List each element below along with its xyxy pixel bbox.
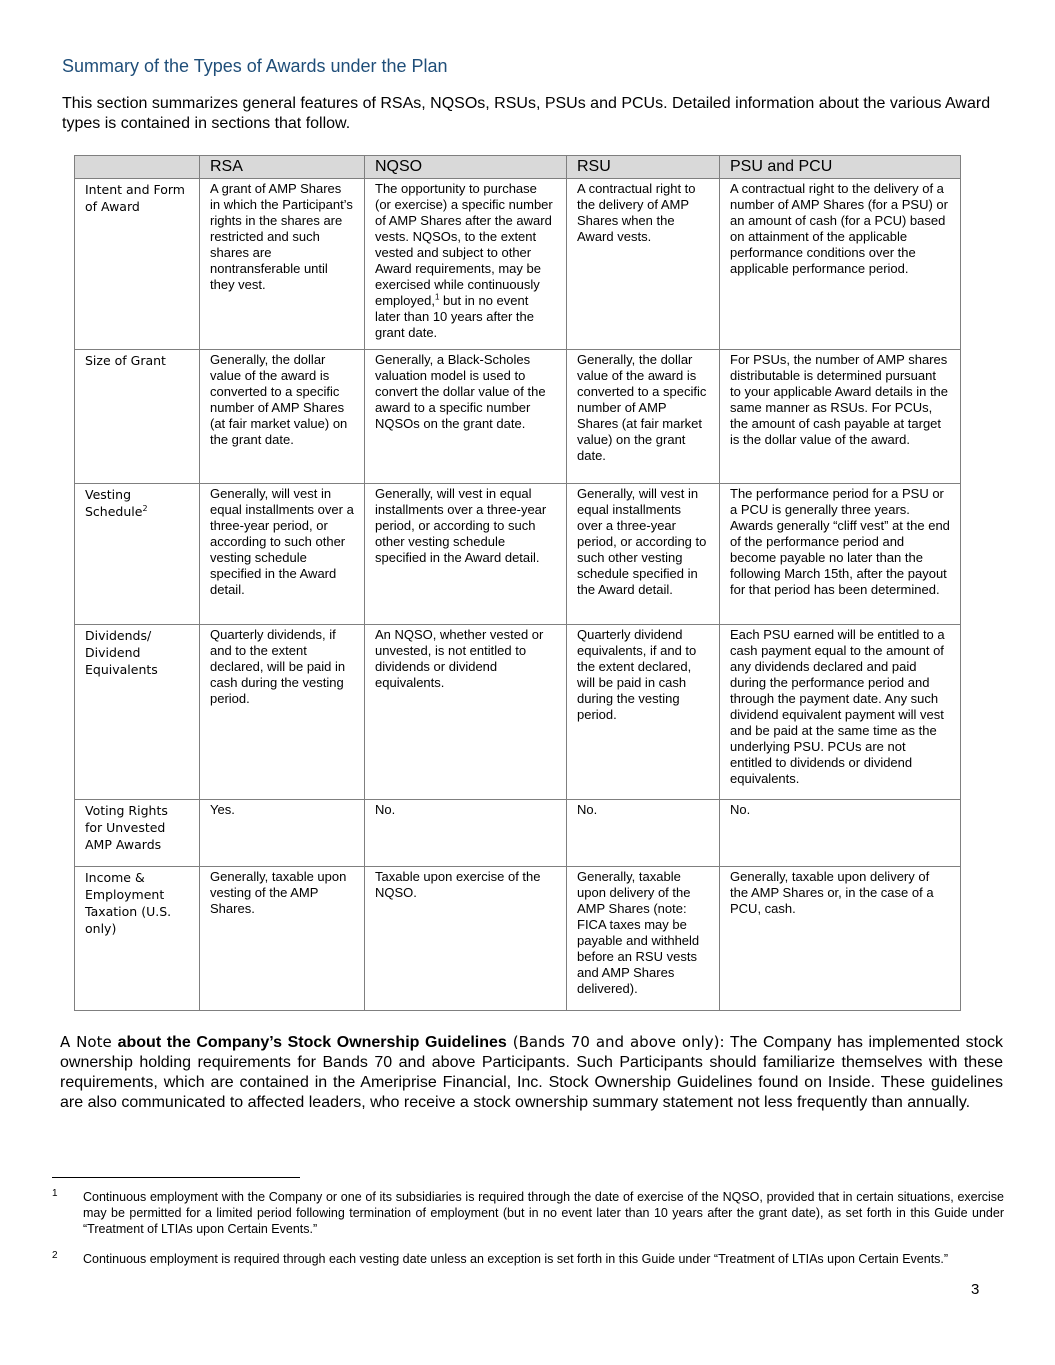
table-row: [75, 800, 961, 867]
footnote-2: [52, 1251, 1004, 1267]
footnote-ref: 2: [142, 503, 148, 513]
table-row: [75, 350, 961, 484]
cell-nqso-tail: but in no event later than 10 years after the grant date.: [375, 293, 534, 340]
row-label-text: Vesting Schedule: [85, 487, 143, 519]
page-number: 3: [971, 1281, 980, 1298]
footnote-text: Continuous employment with the Company or one of its subsidiaries is required through the date of exercise of the NQSO, provided that in certain situations, exercise may be permitted for a limited period following termination of employment (but in no event later than 10 years after the grant date), as set forth in this Guide under “Treatment of LTIAs upon Certain Events.”: [83, 1190, 1004, 1236]
cell-rsa: A grant of AMP Shares in which the Participant’s rights in the shares are restricted and such shares are nontransferable until they vest.: [200, 179, 365, 350]
cell-psu-pcu: The performance period for a PSU or a PCU is generally three years. Awards generally “cliff vest” at the end of the performance period and become payable no later than the following March 15th, after the payout for that period has been determined.: [720, 484, 961, 625]
cell-rsa: Generally, will vest in equal installments over a three-year period, or according to such other vesting schedule specified in the Award detail.: [200, 484, 365, 625]
header-rsu: RSU: [567, 156, 720, 179]
row-label: Dividends/ Dividend Equivalents: [75, 625, 200, 800]
cell-rsu: A contractual right to the delivery of AMP Shares when the Award vests.: [567, 179, 720, 350]
note-paren: (Bands 70 and above only):: [506, 1033, 725, 1051]
cell-rsu: Generally, taxable upon delivery of the AMP Shares (note: FICA taxes may be payable and withheld before an RSU vests and AMP Shares delivered).: [567, 867, 720, 1011]
cell-rsu: Generally, will vest in equal installments over a three-year period, or according to such other vesting schedule specified in the Award detail.: [567, 484, 720, 625]
cell-psu-pcu: Each PSU earned will be entitled to a cash payment equal to the amount of any dividends declared and paid during the performance period and through the payment date. Any such dividend equivalent payment will vest and be paid at the same time as the underlying PSU. PCUs are not entitled to dividends or dividend equivalents.: [720, 625, 961, 800]
footnote-1: [52, 1189, 1004, 1237]
footnote-ref: 1: [434, 292, 440, 302]
row-label: Size of Grant: [75, 350, 200, 484]
cell-nqso: No.: [365, 800, 567, 867]
row-label: Voting Rights for Unvested AMP Awards: [75, 800, 200, 867]
table-header-row: [75, 156, 961, 179]
cell-rsa: Quarterly dividends, if and to the extent declared, will be paid in cash during the vesting period.: [200, 625, 365, 800]
cell-rsa: Generally, the dollar value of the award is converted to a specific number of AMP Shares (at fair market value) on the grant date.: [200, 350, 365, 484]
cell-psu-pcu: Generally, taxable upon delivery of the AMP Shares or, in the case of a PCU, cash.: [720, 867, 961, 1011]
cell-rsu: Quarterly dividend equivalents, if and to the extent declared, will be paid in cash during the vesting period.: [567, 625, 720, 800]
cell-rsa: Generally, taxable upon vesting of the AMP Shares.: [200, 867, 365, 1011]
footnote-divider: [52, 1177, 300, 1178]
cell-nqso: Taxable upon exercise of the NQSO.: [365, 867, 567, 1011]
table-row: [75, 867, 961, 1011]
cell-psu-pcu: For PSUs, the number of AMP shares distributable is determined pursuant to your applicable Award details in the same manner as RSUs. For PCUs, the amount of cash payable at target is the dollar value of the award.: [720, 350, 961, 484]
cell-nqso: [365, 179, 567, 350]
cell-nqso: Generally, will vest in equal installments over a three-year period, or according to such other vesting schedule specified in the Award detail.: [365, 484, 567, 625]
table-row: [75, 484, 961, 625]
cell-nqso: An NQSO, whether vested or unvested, is not entitled to dividends or dividend equivalents.: [365, 625, 567, 800]
cell-nqso: Generally, a Black-Scholes valuation model is used to convert the dollar value of the award to a specific number NQSOs on the grant date.: [365, 350, 567, 484]
intro-paragraph: This section summarizes general features of RSAs, NQSOs, RSUs, PSUs and PCUs. Detailed information about the various Award types is contained in sections that follow.: [62, 95, 991, 132]
footnote-number: 2: [52, 1250, 58, 1261]
note-lead: A Note: [60, 1033, 118, 1051]
note-bold-heading: about the Company’s Stock Ownership Guidelines: [117, 1034, 507, 1051]
footnote-number: 1: [52, 1188, 58, 1199]
cell-nqso-text: The opportunity to purchase (or exercise) a specific number of AMP Shares after the award vests. NQSOs, to the extent vested and subject to other Award requirements, may be exercised while continuously employed,: [375, 181, 553, 308]
cell-rsu: Generally, the dollar value of the award is converted to a specific number of AMP Shares (at fair market value) on the grant date.: [567, 350, 720, 484]
header-psu-pcu: PSU and PCU: [720, 156, 961, 179]
cell-rsa: Yes.: [200, 800, 365, 867]
note-body: The Company has implemented stock ownership holding requirements for Bands 70 and above Participants. Such Participants should familiarize themselves with these requirements, which are contained in the Ameriprise Financial, Inc. Stock Ownership Guidelines found on Inside. These guidelines are also communicated to affected leaders, who receive a stock ownership summary statement not less frequently than annually.: [60, 1034, 1003, 1111]
ownership-guidelines-note: [60, 1032, 1003, 1113]
header-nqso: NQSO: [365, 156, 567, 179]
row-label: [75, 484, 200, 625]
row-label: Income & Employment Taxation (U.S. only): [75, 867, 200, 1011]
cell-rsu: No.: [567, 800, 720, 867]
header-blank: [75, 156, 200, 179]
header-rsa: RSA: [200, 156, 365, 179]
section-title: Summary of the Types of Awards under the Plan: [62, 56, 448, 76]
award-types-table: [74, 155, 961, 1011]
table-row: [75, 179, 961, 350]
cell-psu-pcu: A contractual right to the delivery of a number of AMP Shares (for a PSU) or an amount of cash (for a PCU) based on attainment of the applicable performance conditions over the applicable performance period.: [720, 179, 961, 350]
row-label: Intent and Form of Award: [75, 179, 200, 350]
table-row: [75, 625, 961, 800]
footnote-text: Continuous employment is required through each vesting date unless an exception is set forth in this Guide under “Treatment of LTIAs upon Certain Events.”: [83, 1252, 949, 1266]
cell-psu-pcu: No.: [720, 800, 961, 867]
